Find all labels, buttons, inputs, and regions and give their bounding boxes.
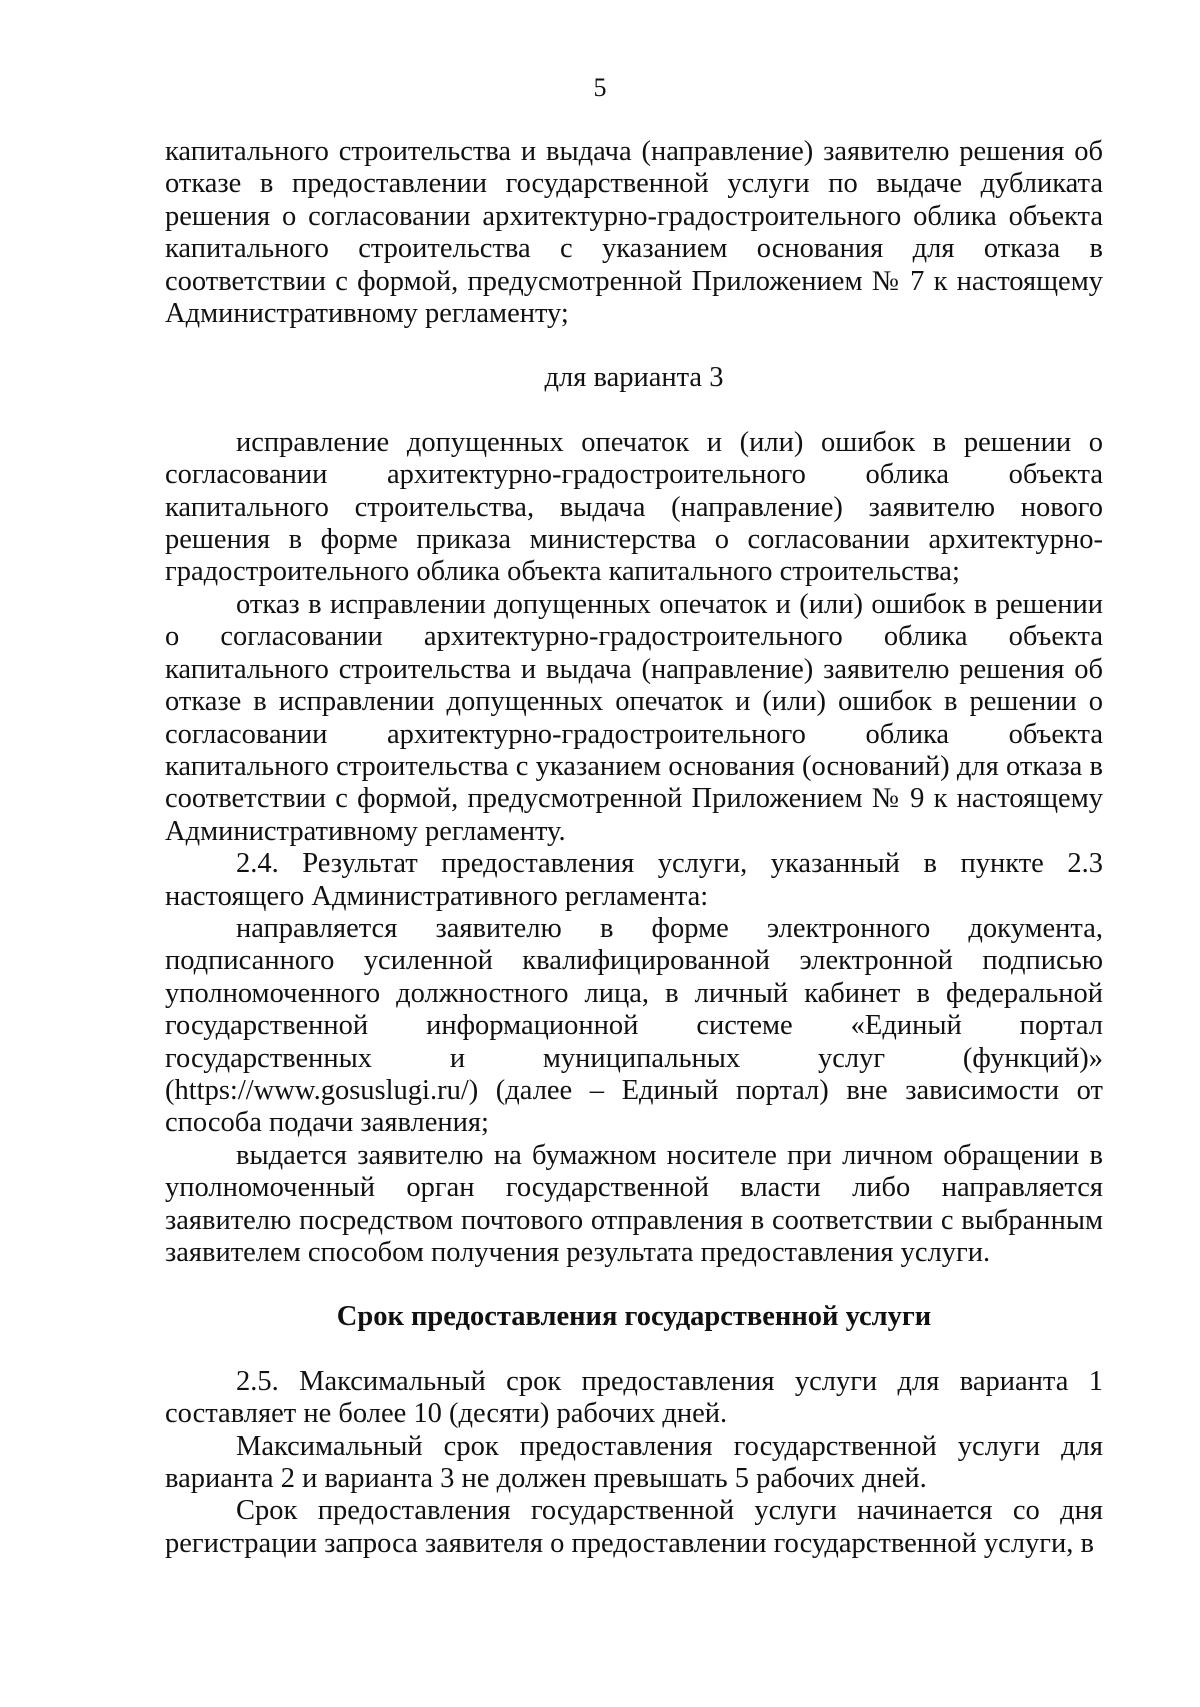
paragraph-term-start: Срок предоставления государственной услуги начинается со дня регистрации запроса заявителя о предоставлении государственной услуги, в [165, 1495, 1103, 1559]
page-number: 5 [593, 73, 607, 102]
paragraph-refusal-correction: отказ в исправлении допущенных опечаток и (или) ошибок в решении о согласовании архитектурно-градостроительного облика объекта капитального строительства и выдача (направление) заявителю решения об отказе в исправлении допущенных опечаток и (или) ошибок в решении о согласовании архитектурно-градостроительного облика объекта капитального строительства с указанием основания (оснований) для отказа в соответствии с формой, предусмотренной Приложением № 9 к настоящему Административному регламенту. [165, 588, 1103, 847]
paragraph-2-5: 2.5. Максимальный срок предоставления услуги для варианта 1 составляет не более 10 (десяти) рабочих дней. [165, 1365, 1103, 1430]
spacer [165, 395, 1103, 427]
paragraph-correction: исправление допущенных опечаток и (или) ошибок в решении о согласовании архитектурно-градостроительного облика объекта капитального строительства, выдача (направление) заявителю нового решения в форме приказа министерства о согласовании архитектурно-градостроительного облика объекта капитального строительства; [165, 426, 1103, 588]
document-body [165, 136, 1103, 1560]
variant-3-heading: для варианта 3 [544, 362, 724, 394]
spacer [165, 1269, 1103, 1301]
paragraph-2-4: 2.4. Результат предоставления услуги, указанный в пункте 2.3 настоящего Административного регламента: [165, 848, 1103, 912]
section-heading: Срок предоставления государственной услуги [336, 1301, 932, 1333]
paragraph-continuation: капитального строительства и выдача (направление) заявителю решения об отказе в предоставлении государственной услуги по выдаче дубликата решения о согласовании архитектурно-градостроительного облика объекта капитального строительства с указанием основания для отказа в соответствии с формой, предусмотренной Приложением № 7 к настоящему Административному регламенту; [165, 136, 1103, 330]
paragraph-electronic-delivery: направляется заявителю в форме электронного документа, подписанного усиленной квалифицированной электронной подписью уполномоченного должностного лица, в личный кабинет в федеральной государственной информационной системе «Единый портал государственных и муниципальных услуг (функций)» (https://www.gosuslugi.ru/) (далее – Единый портал) вне зависимости от способа подачи заявления; [165, 912, 1103, 1139]
paragraph-variant-2-3-term: Максимальный срок предоставления государственной услуги для варианта 2 и варианта 3 не должен превышать 5 рабочих дней. [165, 1430, 1103, 1495]
spacer [165, 1334, 1103, 1366]
paragraph-paper-delivery: выдается заявителю на бумажном носителе при личном обращении в уполномоченный орган государственной власти либо направляется заявителю посредством почтового отправления в соответствии с выбранным заявителем способом получения результата предоставления услуги. [165, 1139, 1103, 1268]
spacer [165, 330, 1103, 362]
